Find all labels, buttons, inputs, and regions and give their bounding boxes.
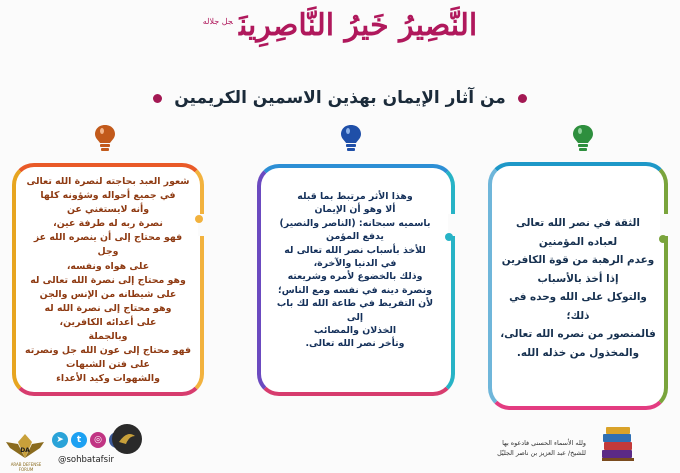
lightbulb-green-icon: [572, 124, 594, 152]
subtitle-text: من آثار الإيمان بهذين الاسمين الكريمين: [174, 88, 506, 108]
social-handle[interactable]: @sohbatafsir: [58, 455, 114, 465]
card-line: وتأخر نصر الله تعالى.: [305, 338, 405, 350]
card-line: للأخذ بأسباب نصر الله تعالى له: [284, 244, 426, 256]
source-line: ولله الأسماء الحسنى فادعوه بها: [502, 439, 586, 447]
books-icon: [600, 424, 636, 464]
card-body: [269, 190, 441, 351]
card-trust-in-victory: [488, 162, 668, 410]
card-line: على هواه ونفسه،: [66, 260, 150, 272]
card-line: وهو محتاج إلى نصرة الله تعالى له: [30, 274, 186, 286]
card-line: ونصرة دينه في نفسه ومع الناس؛: [277, 284, 433, 296]
card-line: باسميه سبحانه: (الناصر والنصير): [279, 217, 431, 229]
card-body: [22, 175, 194, 386]
card-line: والشهوات وكيد الأعداء: [56, 373, 160, 385]
card-notch-dot-icon: [194, 214, 204, 224]
telegram-icon[interactable]: ➤: [52, 432, 68, 448]
title-honorific: جل جلاله: [202, 17, 233, 26]
bullet-dot-icon: [518, 94, 527, 103]
card-line: لأن التفريط في طاعة الله لك باب إلى: [276, 298, 434, 323]
source-line: للشيخ/ عبد العزيز بن ناصر الجليّل: [497, 449, 586, 457]
twitter-icon[interactable]: t: [71, 432, 87, 448]
page-subtitle: [0, 88, 680, 108]
card-line: وذلك بالخضوع لأمره وشريعته: [287, 271, 423, 283]
card-notch-dot-icon: [658, 234, 668, 244]
card-body: [500, 214, 656, 362]
instagram-icon[interactable]: ◎: [90, 432, 106, 448]
channel-logo-icon: [112, 424, 142, 454]
card-line: فهو محتاج إلى أن ينصره الله عز وجل: [33, 232, 183, 258]
source-citation: [468, 438, 586, 458]
card-line: والمخذول من خذله الله.: [516, 346, 640, 359]
lightbulb-orange-icon: [94, 124, 116, 152]
svg-text:DA: DA: [20, 447, 30, 454]
card-line: وأنه لايستغني عن: [66, 204, 150, 216]
card-need-for-support: [12, 163, 204, 396]
card-line: على شيطانه من الإنس والجن: [39, 288, 177, 300]
title-text: النَّصِيرُ خَيرُ النَّاصِرِينَ: [238, 8, 478, 43]
card-line: نصرة ربه له طرفة عين،: [53, 218, 163, 230]
card-notch-dot-icon: [444, 232, 454, 242]
forum-logo-caption: ARAB DEFENSE FORUM: [10, 462, 42, 472]
card-taking-means: [257, 164, 455, 396]
card-line: يدفع المؤمن: [326, 231, 384, 243]
card-line: الثقة في نصر الله تعالى: [516, 217, 640, 229]
card-line: وهو محتاج إلى نصرة الله له: [44, 302, 172, 314]
card-notch: [660, 214, 674, 236]
card-line: ألا وهو أن الإيمان: [314, 204, 396, 216]
card-line: الخذلان والمصائب: [313, 325, 397, 337]
bullet-dot-icon: [153, 94, 162, 103]
card-line: إذا أخذ بالأسباب: [537, 272, 619, 285]
card-line: في جميع أحواله وشؤونه كلها: [40, 190, 176, 202]
page-title: [0, 8, 680, 43]
card-line: وعدم الرهبة من قوة الكافرين: [501, 254, 655, 266]
card-line: على فتن الشبهات: [66, 359, 150, 371]
card-line: وهذا الأثر مرتبط بما قبله: [297, 191, 413, 202]
card-line: والتوكل على الله وحده في ذلك؛: [509, 291, 647, 322]
card-line: فالمنصور من نصره الله تعالى،: [500, 328, 656, 340]
card-line: وبالجملة: [88, 331, 128, 343]
card-line: على أعدائه الكافرين،: [59, 316, 157, 328]
card-line: فهو محتاج إلى عون الله جل ونصرته: [25, 345, 191, 357]
lightbulb-blue-icon: [340, 124, 362, 152]
card-line: لعباده المؤمنين: [538, 235, 618, 248]
card-line: شعور العبد بحاجته لنصرة الله تعالى: [26, 176, 190, 187]
card-line: في الدنيا والآخرة،: [313, 258, 397, 270]
